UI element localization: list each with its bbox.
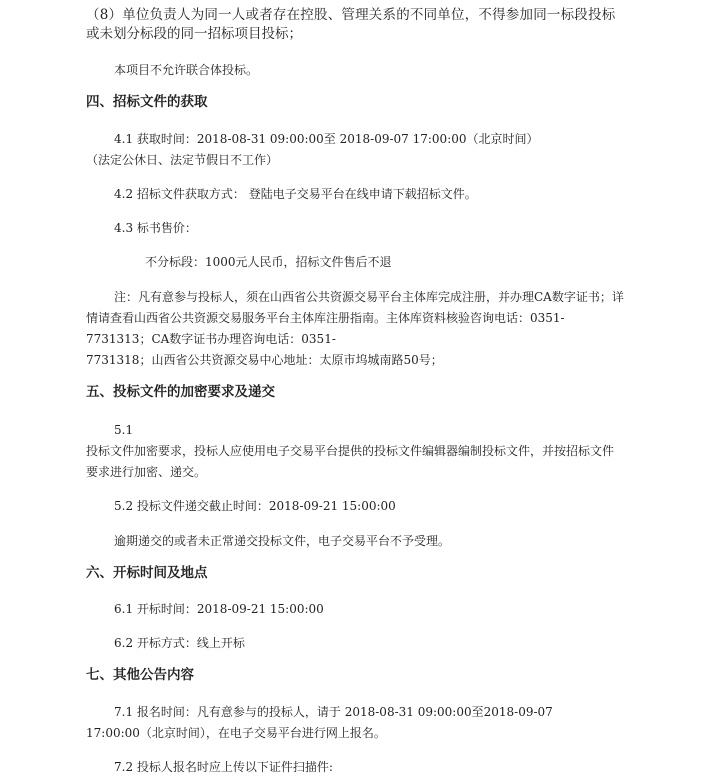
item-4-3: 4.3 标书售价：	[114, 221, 197, 235]
section-7-heading: 七、其他公告内容	[86, 667, 194, 683]
section-5-heading: 五、投标文件的加密要求及递交	[86, 384, 275, 400]
item-5-1-line-1: 投标文件加密要求，投标人应使用电子交易平台提供的投标文件编辑器编制投标文件，并按招标文件	[86, 444, 615, 458]
clause-8-line-2: 或未划分标段的同一招标项目投标；	[86, 26, 302, 42]
item-4-1-line-1: 4.1 获取时间：2018-08-31 09:00:00至 2018-09-07 17:00:00（北京时间）	[114, 132, 539, 146]
clause-8-line-1: （8）单位负责人为同一人或者存在控股、管理关系的不同单位，不得参加同一标段投标	[86, 7, 616, 23]
note-line-3: 7731313；CA数字证书办理咨询电话：0351-	[86, 332, 336, 346]
note-line-4: 7731318；山西省公共资源交易中心地址：太原市坞城南路50号；	[86, 353, 443, 367]
item-5-1-line-2: 要求进行加密、递交。	[86, 465, 207, 479]
price-detail: 不分标段：1000元人民币，招标文件售后不退	[145, 255, 392, 269]
item-7-1-line-1: 7.1 报名时间：凡有意参与的投标人，请于 2018-08-31 09:00:00至2018-09-07	[114, 705, 553, 719]
late-submission-note: 逾期递交的或者未正常递交投标文件，电子交易平台不予受理。	[114, 534, 451, 548]
item-6-2: 6.2 开标方式：线上开标	[114, 636, 245, 650]
item-5-1-number: 5.1	[114, 423, 134, 437]
item-5-2: 5.2 投标文件递交截止时间：2018-09-21 15:00:00	[114, 499, 396, 513]
section-6-heading: 六、开标时间及地点	[86, 565, 208, 581]
section-4-heading: 四、招标文件的获取	[86, 94, 208, 110]
item-6-1: 6.1 开标时间：2018-09-21 15:00:00	[114, 602, 324, 616]
item-4-1-line-2: （法定公休日、法定节假日不工作）	[86, 153, 279, 167]
item-4-2: 4.2 招标文件获取方式： 登陆电子交易平台在线申请下载招标文件。	[114, 187, 477, 201]
item-7-2: 7.2 投标人报名时应上传以下证件扫描件:	[114, 760, 333, 774]
no-consortium-note: 本项目不允许联合体投标。	[114, 63, 259, 77]
note-line-1: 注：凡有意参与投标人，须在山西省公共资源交易平台主体库完成注册，并办理CA数字证书；详	[114, 290, 624, 304]
item-7-1-line-2: 17:00:00（北京时间），在电子交易平台进行网上报名。	[86, 726, 386, 740]
note-line-2: 情请查看山西省公共资源交易服务平台主体库注册指南。主体库资料核验咨询电话：0351-	[86, 311, 565, 325]
